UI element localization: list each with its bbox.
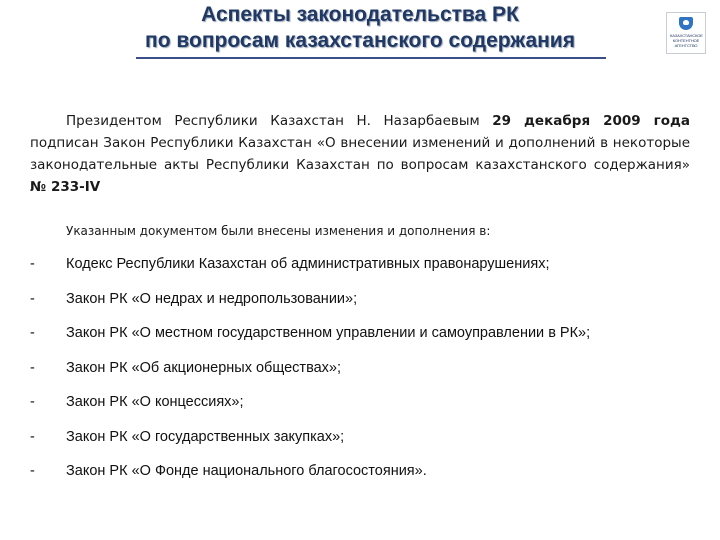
page-title-line-2: по вопросам казахстанского содержания [145,29,575,52]
list-item-text: Закон РК «О Фонде национального благосостояния». [66,463,427,479]
intro-text-1: Президентом Республики Казахстан Н. Назарбаевым [66,113,493,129]
list-item [30,390,690,425]
list-dash: - [30,359,35,376]
logo [666,12,706,54]
list-item [30,356,690,391]
agency-emblem-icon [679,17,693,30]
list-item-text: Закон РК «О недрах и недропользовании»; [66,290,358,307]
list-dash: - [30,428,35,445]
amendments-note: Указанным документом были внесены изменения и дополнения в: [66,224,491,238]
list-item [30,459,690,494]
list-dash: - [30,256,35,272]
list-dash: - [30,394,35,410]
page-title-line-1: Аспекты законодательства РК [201,3,519,26]
list-dash: - [30,463,35,479]
intro-paragraph [30,110,690,198]
list-item [30,425,690,460]
list-item-text: Кодекс Республики Казахстан об административных правонарушениях; [66,256,550,272]
list-dash: - [30,290,35,307]
list-item-text: Закон РК «Об акционерных обществах»; [66,359,342,376]
list-dash: - [30,325,35,341]
amended-laws-list [30,252,690,494]
intro-date: 29 декабря 2009 года [492,113,690,129]
title-underline [136,57,606,59]
list-item [30,287,690,322]
logo-text-1: КАЗАХСТАНСКОЕ [670,33,703,38]
logo-text-3: АГЕНТСТВО [674,43,698,48]
list-item-text: Закон РК «О государственных закупках»; [66,428,345,445]
list-item-text: Закон РК «О концессиях»; [66,394,244,410]
list-item [30,321,690,356]
logo-text-2: КОНТЕНТНОЕ [672,38,700,43]
list-item-text: Закон РК «О местном государственном управлении и самоуправлении в РК»; [66,325,591,341]
list-item [30,252,690,287]
intro-text-2: подписан Закон Республики Казахстан «О внесении изменений и дополнений в некоторые законодательные акты Республики Казахстан по вопросам казахстанского содержания» [30,135,690,173]
law-number: № 233-IV [30,179,101,195]
page-title [80,2,640,54]
